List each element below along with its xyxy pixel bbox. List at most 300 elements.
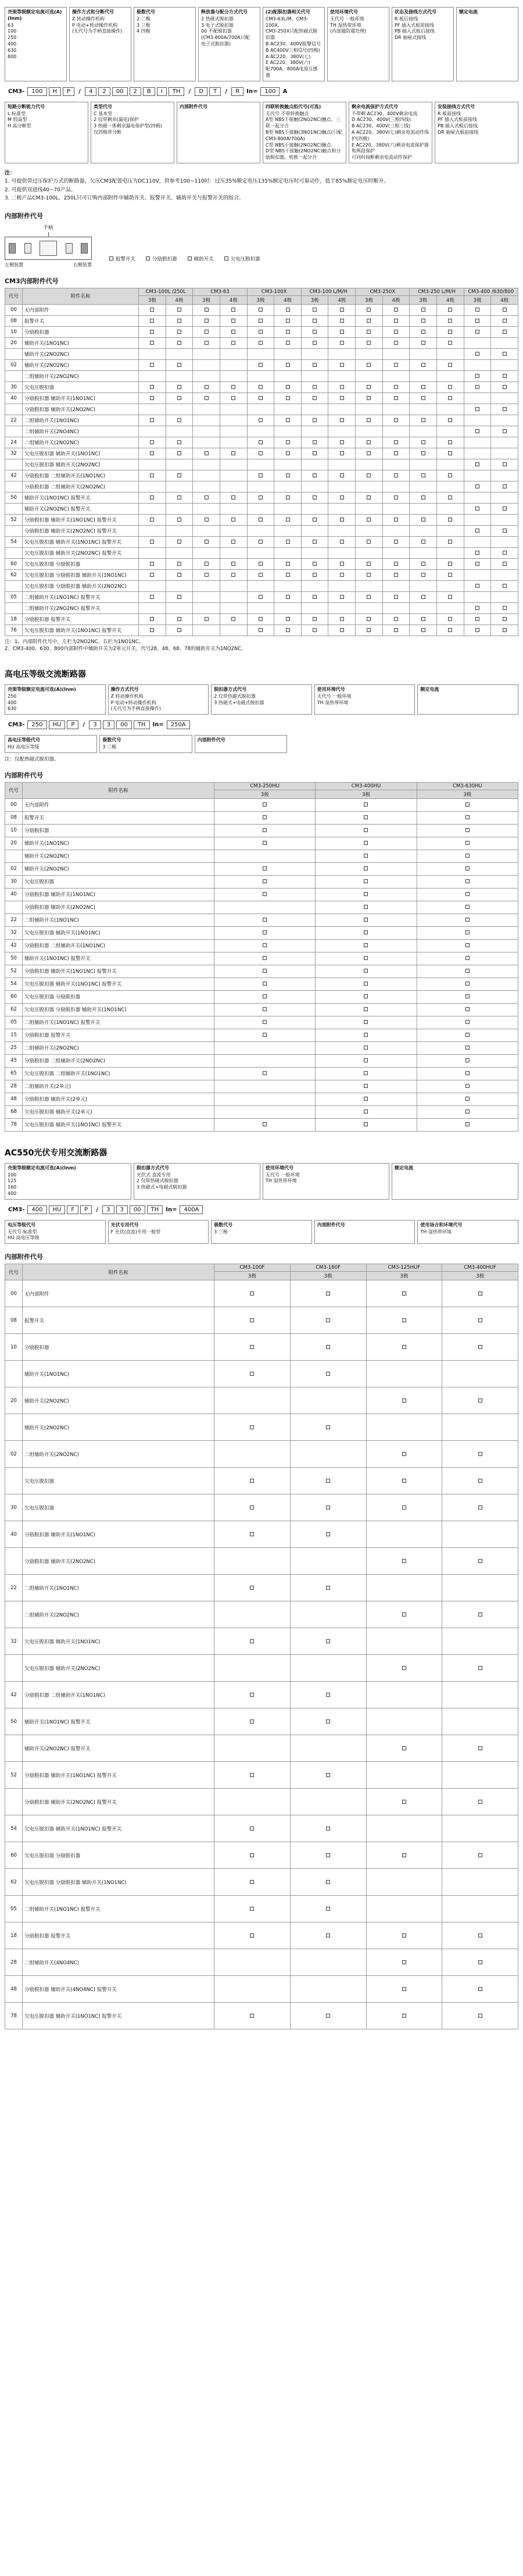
accessory-name: 分励脱扣器 二组辅助开关(2NO2NC)	[23, 481, 139, 492]
footnote-line: 2、CM3-400、630、800内部附件中辅助开关为2单元开关，代号28、48、68、78的辅助开关为1NO2NC。	[5, 646, 246, 652]
availability-cell	[442, 1494, 518, 1521]
availability-cell	[417, 977, 518, 990]
availability-mark	[503, 562, 507, 566]
availability-cell	[410, 602, 437, 613]
availability-mark	[402, 1612, 406, 1617]
table-row	[5, 580, 518, 591]
availability-mark	[313, 363, 317, 367]
code-option: A型 NBS干接触(2NO2NC)触点，三联一起分合	[266, 117, 341, 129]
availability-cell	[464, 514, 491, 525]
accessory-code: 25	[5, 1041, 23, 1054]
availability-mark	[286, 440, 290, 444]
availability-cell	[437, 470, 464, 481]
availability-mark	[465, 841, 470, 845]
availability-mark	[402, 1746, 406, 1750]
availability-cell	[316, 811, 417, 824]
code-option: (无代号为手柄直接操作)	[110, 706, 161, 712]
model-code-segment: 3	[89, 720, 101, 729]
legend-label: 辅助开关	[194, 256, 214, 262]
availability-mark	[394, 540, 398, 544]
availability-cell	[410, 613, 437, 625]
accessory-name: 分励脱扣器 报警开关	[23, 1029, 214, 1041]
model-code-separator: /	[186, 88, 193, 95]
availability-cell	[316, 977, 417, 990]
availability-cell	[442, 1548, 518, 1575]
table-row	[5, 1976, 518, 2003]
table-row	[5, 569, 518, 580]
availability-mark	[367, 495, 371, 499]
availability-mark	[259, 473, 263, 477]
availability-mark	[313, 617, 317, 621]
accessory-code: 30	[5, 875, 23, 888]
availability-mark	[367, 308, 371, 312]
table-row	[5, 625, 518, 636]
availability-mark	[150, 595, 154, 599]
accessory-name: 分励脱扣器	[23, 1334, 214, 1361]
availability-mark	[231, 573, 235, 577]
availability-cell	[382, 547, 410, 558]
availability-mark	[465, 892, 470, 896]
availability-cell	[193, 359, 220, 370]
availability-mark	[475, 484, 479, 488]
availability-cell	[301, 514, 328, 525]
availability-cell	[166, 348, 193, 359]
accessory-name: 欠电压脱扣器 辅助开关(1NO1NC) 报警开关	[23, 977, 214, 990]
availability-cell	[214, 1280, 291, 1307]
model-code-segment: T	[209, 87, 221, 96]
pole-header: 4极	[328, 295, 356, 304]
availability-cell	[166, 547, 193, 558]
hv-top-box-5	[417, 684, 518, 715]
availability-cell	[437, 569, 464, 580]
availability-cell	[274, 359, 302, 370]
accessory-name: 分励脱扣器 辅助开关(2NO2NC) 报警开关	[23, 525, 139, 536]
breaker-sketch	[5, 224, 92, 268]
pv-top-box-4-title: 额定电流	[395, 1165, 413, 1171]
table-row	[5, 1387, 518, 1414]
availability-cell	[274, 525, 302, 536]
hv-top-box-3-title: 脱扣器方式代号	[214, 687, 247, 692]
availability-cell	[290, 1280, 366, 1307]
availability-cell	[464, 437, 491, 448]
cm3-accessory-table-title: CM3内部附件代号	[5, 277, 59, 285]
availability-cell	[214, 1361, 291, 1387]
availability-cell	[442, 1334, 518, 1361]
availability-cell	[316, 837, 417, 850]
availability-mark	[326, 2014, 330, 2018]
availability-mark	[421, 385, 425, 389]
availability-mark	[465, 1097, 470, 1101]
availability-cell	[214, 914, 316, 926]
table-header-row	[5, 782, 518, 790]
availability-cell	[366, 1468, 442, 1494]
availability-mark	[421, 595, 425, 599]
availability-mark	[263, 879, 267, 883]
availability-cell	[316, 1080, 417, 1093]
availability-cell	[417, 926, 518, 939]
availability-cell	[247, 470, 274, 481]
availability-mark	[231, 495, 235, 499]
availability-mark	[394, 363, 398, 367]
availability-mark	[402, 1398, 406, 1403]
accessory-code: 32	[5, 926, 23, 939]
availability-mark	[475, 628, 479, 632]
accessory-code: 15	[5, 1029, 23, 1041]
accessory-name: 欠电压脱扣器 辅助开关(2NO2NC)	[23, 1655, 214, 1682]
availability-mark	[313, 628, 317, 632]
availability-cell	[139, 370, 166, 381]
availability-mark	[340, 330, 344, 334]
availability-mark	[364, 892, 368, 896]
code-option: A AC220、380V(七)剩余电流动作保护(四极)	[352, 129, 429, 141]
model-code-segment: 3	[102, 1205, 114, 1214]
availability-mark	[205, 451, 209, 455]
availability-cell	[139, 348, 166, 359]
availability-mark	[259, 562, 263, 566]
availability-cell	[366, 1575, 442, 1601]
availability-cell	[437, 359, 464, 370]
availability-mark	[465, 802, 470, 807]
availability-mark	[503, 529, 507, 533]
availability-mark	[364, 854, 368, 858]
model-code-segment: 00	[130, 1205, 145, 1214]
availability-cell	[356, 348, 383, 359]
pole-header: 3极	[301, 295, 328, 304]
availability-cell	[382, 503, 410, 514]
accessory-code: 10	[5, 824, 23, 837]
availability-cell	[491, 448, 518, 459]
availability-cell	[328, 448, 356, 459]
availability-mark	[394, 573, 398, 577]
code-option: 3 三极	[137, 22, 151, 28]
availability-cell	[316, 888, 417, 901]
availability-cell	[301, 481, 328, 492]
availability-cell	[410, 381, 437, 393]
availability-mark	[503, 429, 507, 433]
availability-mark	[503, 462, 507, 466]
availability-mark	[402, 1987, 406, 1991]
accessory-name: 辅助开关(2NO2NC)	[23, 1414, 214, 1441]
availability-mark	[475, 374, 479, 378]
availability-mark	[364, 815, 368, 819]
availability-cell	[301, 470, 328, 481]
availability-cell	[464, 348, 491, 359]
availability-mark	[250, 1719, 254, 1724]
availability-cell	[247, 359, 274, 370]
accessory-code: 30	[5, 1494, 23, 1521]
availability-mark	[326, 1639, 330, 1643]
availability-mark	[231, 308, 235, 312]
availability-mark	[250, 1345, 254, 1349]
availability-mark	[259, 518, 263, 522]
cm3-top-box-3-title: 极数代号	[137, 9, 155, 15]
availability-mark	[448, 451, 452, 455]
availability-cell	[139, 404, 166, 415]
availability-cell	[301, 393, 328, 404]
availability-cell	[220, 326, 247, 337]
handle-area	[40, 241, 57, 256]
availability-cell	[214, 1708, 291, 1735]
availability-cell	[366, 1280, 442, 1307]
availability-mark	[421, 495, 425, 499]
accessory-code: 78	[5, 2003, 23, 2029]
pv-bottom-box-5	[417, 1220, 518, 1244]
table-row	[5, 525, 518, 536]
availability-cell	[328, 536, 356, 547]
model-code-explanation-bottom-row	[5, 102, 518, 163]
availability-cell	[193, 492, 220, 503]
table-row	[5, 415, 518, 426]
availability-cell	[316, 939, 417, 952]
availability-cell	[247, 481, 274, 492]
accessory-code	[5, 1655, 23, 1682]
availability-mark	[205, 617, 209, 621]
high-voltage-section-title: 高电压等级交流断路器	[5, 670, 86, 679]
accessory-code	[5, 901, 23, 914]
availability-mark	[465, 1122, 470, 1126]
availability-cell	[247, 393, 274, 404]
availability-cell	[193, 404, 220, 415]
availability-cell	[166, 591, 193, 602]
availability-mark	[364, 1058, 368, 1062]
code-option: 无代号 一般环境	[317, 693, 352, 699]
accessory-name: 欠电压脱扣器 辅助开关(1NO1NC)	[23, 1628, 214, 1655]
availability-cell	[437, 602, 464, 613]
availability-cell	[290, 1949, 366, 1976]
availability-cell	[464, 613, 491, 625]
availability-mark	[448, 319, 452, 323]
availability-cell	[214, 1896, 291, 1922]
availability-cell	[417, 1067, 518, 1080]
availability-cell	[214, 1041, 316, 1054]
availability-cell	[220, 348, 247, 359]
col-header-code: 代号	[5, 1264, 23, 1280]
availability-cell	[214, 1949, 291, 1976]
availability-mark	[421, 396, 425, 400]
legend-label: 分励脱扣器	[152, 256, 177, 262]
availability-cell	[220, 415, 247, 426]
model-code-line-pv	[5, 1205, 518, 1214]
availability-mark	[150, 628, 154, 632]
accessory-code	[5, 481, 23, 492]
availability-mark	[340, 319, 344, 323]
availability-mark	[326, 1586, 330, 1590]
availability-cell	[442, 1869, 518, 1896]
availability-mark	[150, 562, 154, 566]
pole-header: 4极	[491, 295, 518, 304]
table-row	[5, 901, 518, 914]
availability-cell	[301, 492, 328, 503]
availability-cell	[247, 337, 274, 348]
availability-mark	[367, 451, 371, 455]
availability-cell	[220, 470, 247, 481]
model-code-segment: 400A	[180, 1205, 203, 1214]
availability-cell	[220, 591, 247, 602]
code-option: 4 四极	[137, 28, 151, 34]
availability-cell	[166, 381, 193, 393]
accessory-name: 分励脱扣器 二组辅助开关(1NO1NC)	[23, 939, 214, 952]
availability-mark	[448, 495, 452, 499]
code-option: 无代号 一般环境	[330, 16, 364, 22]
availability-cell	[214, 1441, 291, 1468]
availability-cell	[214, 1922, 291, 1949]
availability-mark	[326, 1880, 330, 1884]
availability-cell	[214, 875, 316, 888]
availability-mark	[231, 562, 235, 566]
availability-mark	[394, 451, 398, 455]
availability-mark	[286, 341, 290, 345]
accessory-code: 00	[5, 304, 23, 315]
availability-mark	[448, 385, 452, 389]
availability-cell	[193, 370, 220, 381]
availability-cell	[442, 1628, 518, 1655]
accessory-name: 辅助开关(1NO1NC) 报警开关	[23, 492, 139, 503]
availability-cell	[464, 459, 491, 470]
accessory-code: 40	[5, 393, 23, 404]
cm3-top-box-2	[69, 7, 131, 81]
table-row	[5, 448, 518, 459]
availability-cell	[214, 798, 316, 811]
availability-mark	[263, 1122, 267, 1126]
product-header: CM3-400HU	[316, 782, 417, 790]
accessory-name: 辅助开关(2NO2NC)	[23, 862, 214, 875]
accessory-code: 10	[5, 1334, 23, 1361]
code-option: H 高分断型	[8, 123, 31, 129]
code-option: PF 插入式板前接线	[395, 22, 434, 28]
availability-mark	[478, 1318, 482, 1322]
availability-cell	[301, 348, 328, 359]
availability-cell	[166, 569, 193, 580]
availability-mark	[259, 385, 263, 389]
availability-cell	[356, 558, 383, 569]
accessory-name: 报警开关	[23, 1307, 214, 1334]
accessory-name: 分励脱扣器 辅助开关(2NO2NC)	[23, 901, 214, 914]
accessory-slot	[66, 243, 73, 254]
availability-cell	[410, 536, 437, 547]
availability-mark	[448, 518, 452, 522]
code-option: TH 湿热带环境	[420, 1229, 452, 1235]
availability-cell	[290, 1387, 366, 1414]
accessory-name: 欠电压脱扣器 分励脱扣器 辅助开关(1NO1NC)	[23, 569, 139, 580]
availability-cell	[356, 470, 383, 481]
table-row	[5, 326, 518, 337]
availability-cell	[301, 404, 328, 415]
availability-mark	[394, 595, 398, 599]
table-row	[5, 426, 518, 437]
accessory-name: 欠电压脱扣器	[23, 875, 214, 888]
accessory-name: 欠电压脱扣器 分励脱扣器 辅助开关(1NO1NC)	[23, 1003, 214, 1016]
accessory-name: 分励脱扣器 报警开关	[23, 613, 139, 625]
availability-mark	[313, 540, 317, 544]
model-code-segment: 00	[112, 87, 128, 96]
availability-cell	[193, 625, 220, 636]
availability-cell	[464, 580, 491, 591]
availability-cell	[301, 381, 328, 393]
availability-mark	[326, 1318, 330, 1322]
availability-cell	[220, 337, 247, 348]
availability-cell	[274, 315, 302, 326]
accessory-code: 02	[5, 862, 23, 875]
availability-mark	[286, 473, 290, 477]
availability-cell	[491, 536, 518, 547]
availability-mark	[367, 617, 371, 621]
accessory-name: 二组辅助开关(1NO1NC)	[23, 415, 139, 426]
availability-cell	[366, 1708, 442, 1735]
accessory-name: 欠电压脱扣器 辅助开关(2NO2NC)	[23, 459, 139, 470]
availability-mark	[177, 451, 181, 455]
availability-cell	[274, 415, 302, 426]
accessory-code: 24	[5, 437, 23, 448]
accessory-code: 30	[5, 381, 23, 393]
availability-mark	[250, 1853, 254, 1857]
code-option: 无代号 一般环境	[266, 1172, 300, 1178]
accessory-name: 分励脱扣器 辅助开关(2NO2NC) 报警开关	[23, 1789, 214, 1815]
availability-cell	[139, 381, 166, 393]
code-option: 630	[8, 706, 17, 712]
availability-cell	[356, 370, 383, 381]
table-row	[5, 977, 518, 990]
availability-cell	[214, 850, 316, 862]
hv-accessory-table	[5, 782, 518, 1132]
availability-cell	[290, 1628, 366, 1655]
code-option: 00 不配脱扣器	[201, 28, 232, 34]
availability-mark	[364, 969, 368, 973]
availability-mark	[231, 385, 235, 389]
table-row	[5, 1869, 518, 1896]
availability-mark	[326, 1479, 330, 1483]
availability-cell	[274, 503, 302, 514]
model-code-segment: 2	[130, 87, 141, 96]
availability-cell	[442, 1280, 518, 1307]
availability-cell	[274, 393, 302, 404]
availability-cell	[356, 613, 383, 625]
model-code-segment: P	[63, 87, 74, 96]
availability-cell	[139, 580, 166, 591]
model-code-segment: HU	[49, 1205, 66, 1214]
availability-cell	[193, 337, 220, 348]
availability-mark	[263, 815, 267, 819]
availability-cell	[274, 536, 302, 547]
availability-cell	[417, 965, 518, 977]
availability-mark	[263, 892, 267, 896]
availability-cell	[274, 326, 302, 337]
availability-cell	[366, 1548, 442, 1575]
accessory-slot	[81, 243, 88, 254]
availability-mark	[475, 330, 479, 334]
availability-cell	[214, 1842, 291, 1869]
availability-mark	[364, 1084, 368, 1088]
availability-cell	[139, 470, 166, 481]
availability-mark	[364, 802, 368, 807]
availability-mark	[313, 418, 317, 422]
availability-mark	[286, 562, 290, 566]
availability-cell	[214, 1628, 291, 1655]
availability-cell	[437, 547, 464, 558]
table-row	[5, 1601, 518, 1628]
availability-cell	[442, 1949, 518, 1976]
table-row	[5, 1361, 518, 1387]
availability-cell	[382, 569, 410, 580]
availability-cell	[491, 514, 518, 525]
availability-mark	[503, 319, 507, 323]
accessory-name: 分励脱扣器 辅助开关(2NO2NC)	[23, 404, 139, 415]
code-option: F 光伏(直流)专用一般型	[110, 1229, 160, 1235]
table-row	[5, 304, 518, 315]
availability-mark	[478, 1398, 482, 1403]
accessory-name: 报警开关	[23, 811, 214, 824]
availability-cell	[491, 625, 518, 636]
availability-cell	[193, 503, 220, 514]
